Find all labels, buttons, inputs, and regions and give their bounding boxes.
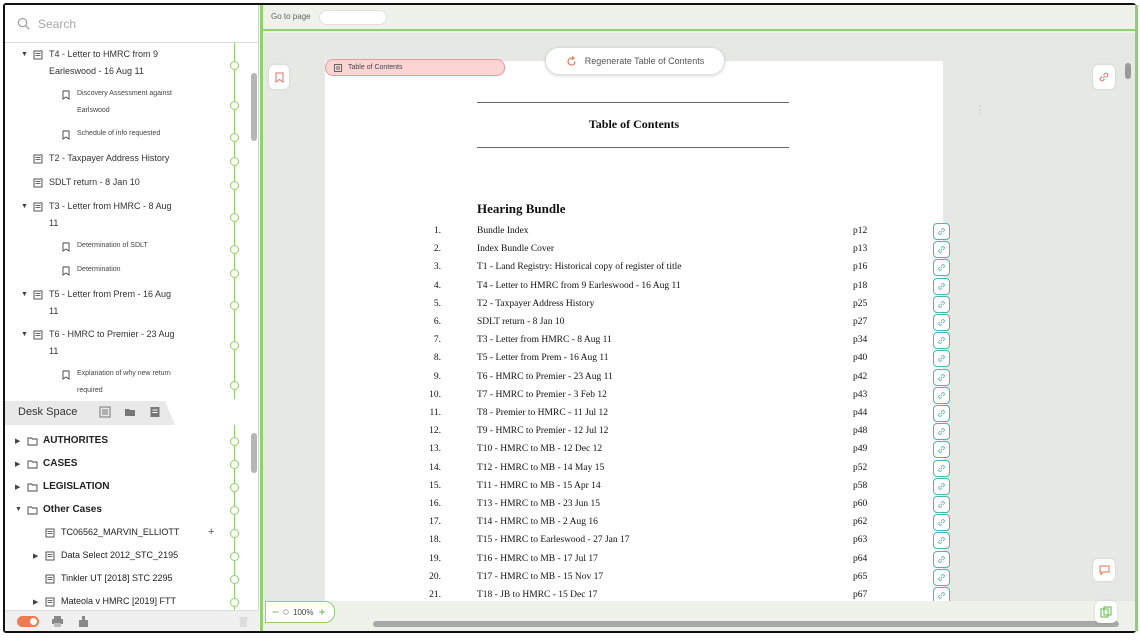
- toc-entry-link-button[interactable]: [933, 569, 950, 586]
- toc-entry-page: p27: [853, 317, 868, 327]
- toc-entry-page: p18: [853, 280, 868, 291]
- title-rule-bottom: [477, 147, 789, 148]
- toc-entry[interactable]: [325, 532, 943, 550]
- print-icon[interactable]: [51, 615, 64, 628]
- link-icon: [937, 300, 946, 309]
- toc-entry-number: 7.: [433, 335, 441, 346]
- toc-entry-title: T16 - HMRC to MB - 17 Jul 17: [477, 553, 598, 564]
- document-icon: [33, 154, 43, 164]
- expand-caret-icon[interactable]: ▼: [21, 331, 28, 338]
- tree-node-dot: [230, 341, 239, 350]
- toc-entry-page: p12: [853, 226, 868, 236]
- search-input[interactable]: Search: [38, 16, 77, 31]
- comment-button[interactable]: [1093, 559, 1115, 581]
- expand-caret-icon[interactable]: ▼: [21, 291, 28, 298]
- toc-entry-number: 17.: [429, 517, 441, 528]
- split-view-button[interactable]: [1095, 601, 1117, 623]
- document-title: Table of Contents: [588, 117, 680, 131]
- toc-entry-number: 18.: [429, 535, 441, 546]
- toggle-switch[interactable]: [17, 616, 39, 627]
- toc-tab[interactable]: [325, 59, 505, 76]
- toc-entry-number: 11.: [429, 408, 441, 418]
- link-icon: [937, 409, 946, 418]
- tree-node-dot: [230, 381, 239, 390]
- expand-caret-icon[interactable]: ▼: [21, 51, 28, 58]
- toc-entry-title: T11 - HMRC to MB - 15 Apr 14: [477, 480, 601, 491]
- toc-entry[interactable]: [325, 332, 943, 350]
- toc-entry-number: 16.: [429, 499, 441, 509]
- toc-entry-number: 5.: [433, 298, 441, 309]
- folder-node-dot: [230, 575, 239, 584]
- toc-entry-link-button[interactable]: [933, 259, 950, 276]
- folder-icon: [27, 436, 38, 446]
- bookmark-icon: [275, 72, 284, 83]
- link-icon: [937, 427, 946, 436]
- goto-page-label: Go to page: [271, 12, 311, 21]
- folder-document-label: Mateola v HMRC [2019] FTT: [61, 596, 177, 606]
- tree-document-item[interactable]: [5, 149, 245, 173]
- toc-entry-link-button[interactable]: [933, 405, 950, 422]
- toc-entry-link-button[interactable]: [933, 441, 950, 458]
- folder-node-dot: [230, 552, 239, 561]
- bookmark-icon: [61, 90, 71, 100]
- folder-icon: [27, 459, 38, 469]
- toc-entry-page: p25: [853, 298, 868, 309]
- section-heading: Hearing Bundle: [477, 201, 566, 216]
- toc-entry-link-button[interactable]: [933, 314, 950, 331]
- tree-item-label: Discovery Assessment against: [77, 90, 172, 97]
- toc-entry-page: p60: [853, 499, 868, 509]
- link-icon: [937, 354, 946, 363]
- tree-node-dot: [230, 301, 239, 310]
- toc-entry[interactable]: [325, 441, 943, 459]
- bookmark-icon: [61, 242, 71, 252]
- toc-entry-page: p48: [853, 426, 868, 437]
- folder-document-item[interactable]: [5, 523, 245, 545]
- toc-entry-title: Index Bundle Cover: [477, 244, 555, 255]
- toc-entry-number: 4.: [433, 280, 441, 291]
- toc-tab-label: Table of Contents: [348, 64, 403, 71]
- regenerate-toc-button[interactable]: [545, 47, 725, 75]
- toc-entry-title: T8 - Premier to HMRC - 11 Jul 12: [477, 408, 609, 418]
- tree-item-label: Determination: [77, 266, 121, 273]
- toc-entry-title: T6 - HMRC to Premier - 23 Aug 11: [477, 371, 613, 382]
- folder-label: CASES: [43, 458, 78, 469]
- toc-entry-title: T1 - Land Registry: Historical copy of register of title: [477, 262, 682, 273]
- link-icon: [937, 318, 946, 327]
- document-icon: [33, 50, 43, 60]
- toc-entry-number: 14.: [429, 462, 441, 473]
- toc-entry-link-button[interactable]: [933, 460, 950, 477]
- folder-item[interactable]: [5, 431, 245, 453]
- vertical-scrollbar[interactable]: [1125, 63, 1131, 79]
- toc-entry-link-button[interactable]: [933, 514, 950, 531]
- tree-bookmark-item[interactable]: [5, 125, 245, 149]
- toc-entry-link-button[interactable]: [933, 551, 950, 568]
- tree-bookmark-item[interactable]: [5, 365, 245, 405]
- document-icon: [33, 202, 43, 212]
- toc-entry[interactable]: [325, 369, 943, 387]
- tree-bookmark-item[interactable]: [5, 237, 245, 261]
- toc-entry-number: 9.: [433, 371, 441, 382]
- toc-entry-page: p67: [853, 590, 868, 600]
- folder-node-dot: [230, 529, 239, 538]
- sidebar: [5, 5, 259, 631]
- tree-item-label-line2: 11: [49, 346, 59, 356]
- toc-entry[interactable]: [325, 314, 943, 332]
- toc-entry[interactable]: [325, 496, 943, 514]
- toc-entry-title: SDLT return - 8 Jan 10: [477, 317, 565, 327]
- tree-node-dot: [230, 157, 239, 166]
- toc-entry-page: p43: [853, 389, 868, 400]
- toc-entry[interactable]: [325, 296, 943, 314]
- zoom-out-button[interactable]: −: [272, 605, 280, 619]
- tree-item-label-line2: 11: [49, 218, 59, 228]
- notes-icon[interactable]: [149, 406, 161, 418]
- comment-icon: [1099, 565, 1110, 576]
- toc-entry-title: T4 - Letter to HMRC from 9 Earleswood - 16 Aug 11: [477, 280, 681, 291]
- search-box[interactable]: [5, 5, 259, 43]
- toc-entry[interactable]: [325, 387, 943, 405]
- link-icon: [937, 536, 946, 545]
- toc-entry-link-button[interactable]: [933, 532, 950, 549]
- folder-tree: [5, 425, 259, 610]
- toc-entry[interactable]: [325, 259, 943, 277]
- tree-node-dot: [230, 269, 239, 278]
- caret-right-icon[interactable]: ▶: [33, 599, 39, 606]
- toc-entry-link-button[interactable]: [933, 350, 950, 367]
- toc-entry[interactable]: [325, 478, 943, 496]
- zoom-control: [265, 601, 335, 623]
- folder-node-dot: [230, 460, 239, 469]
- link-icon: [937, 591, 946, 600]
- toc-entry-title: T2 - Taxpayer Address History: [477, 298, 595, 309]
- folder-label: LEGISLATION: [43, 481, 110, 492]
- document-icon: [33, 178, 43, 188]
- toc-entry[interactable]: [325, 460, 943, 478]
- tree-item-label: T4 - Letter to HMRC from 9: [49, 49, 159, 59]
- toc-entry-title: T3 - Letter from HMRC - 8 Aug 11: [477, 335, 612, 346]
- folder-icon: [27, 482, 38, 492]
- toc-entry-page: p49: [853, 444, 868, 455]
- app-window: [3, 3, 1136, 633]
- search-icon: [17, 17, 30, 30]
- tree-item-label: T5 - Letter from Prem - 16 Aug: [49, 289, 172, 299]
- toc-entry-number: 15.: [429, 480, 441, 491]
- tree-item-label: T2 - Taxpayer Address History: [49, 153, 170, 163]
- tree-node-dot: [230, 245, 239, 254]
- toc-entry-link-button[interactable]: [933, 278, 950, 295]
- tree-node-dot: [230, 133, 239, 142]
- tree-document-item[interactable]: [5, 173, 245, 197]
- folder-node-dot: [230, 437, 239, 446]
- toc-entry-number: 20.: [429, 571, 441, 582]
- toc-entry-number: 10.: [429, 389, 441, 400]
- folder-node-dot: [230, 598, 239, 607]
- toc-entry-page: p13: [853, 244, 868, 255]
- toc-entry[interactable]: [325, 551, 943, 569]
- desk-space-bar: [5, 401, 259, 425]
- toc-entry-title: T7 - HMRC to Premier - 3 Feb 12: [477, 389, 607, 400]
- toc-entry-page: p52: [853, 462, 868, 473]
- tree-item-label: T6 - HMRC to Premier - 23 Aug: [49, 329, 175, 339]
- toc-entry-page: p58: [853, 480, 868, 491]
- toc-entry-title: T13 - HMRC to MB - 23 Jun 15: [477, 499, 600, 509]
- folder-icon: [27, 505, 38, 515]
- goto-page-input[interactable]: [319, 10, 387, 25]
- toc-entry-page: p44: [853, 408, 868, 418]
- toc-entry-title: T10 - HMRC to MB - 12 Dec 12: [477, 444, 603, 455]
- link-icon: [937, 445, 946, 454]
- toc-entry-number: 3.: [433, 262, 441, 273]
- toc-entry-link-button[interactable]: [933, 223, 950, 240]
- toc-entry-number: 19.: [429, 553, 441, 564]
- split-view-icon: [1100, 606, 1112, 618]
- toc-entry-number: 1.: [433, 226, 441, 236]
- page-canvas: [263, 33, 1135, 601]
- toc-entry-link-button[interactable]: [933, 369, 950, 386]
- toc-entry-number: 2.: [433, 244, 441, 255]
- folder-item[interactable]: [5, 454, 245, 476]
- toc-entry-link-button[interactable]: [933, 478, 950, 495]
- tree-bookmark-item[interactable]: [5, 85, 245, 125]
- toc-entry-title: T18 - JB to HMRC - 15 Dec 17: [477, 590, 598, 600]
- link-icon: [1098, 71, 1110, 83]
- link-icon: [937, 227, 946, 236]
- document-tree: [5, 43, 259, 399]
- desk-space-label: Desk Space: [18, 406, 78, 418]
- link-icon: [937, 555, 946, 564]
- folder-label: Other Cases: [43, 504, 102, 515]
- toc-entry-number: 8.: [433, 353, 441, 364]
- export-icon[interactable]: [77, 615, 90, 628]
- toc-entry-page: p65: [853, 571, 868, 582]
- tree-document-item[interactable]: [5, 325, 245, 365]
- tree-node-dot: [230, 61, 239, 70]
- tree-item-label: Explanation of why new return: [77, 370, 171, 377]
- add-button[interactable]: +: [208, 526, 215, 538]
- link-icon: [937, 500, 946, 509]
- document-icon: [33, 290, 43, 300]
- document-icon: [45, 528, 55, 538]
- zoom-level: 100%: [293, 607, 314, 617]
- bookmark-icon: [61, 370, 71, 380]
- more-options-icon[interactable]: ⋮: [975, 105, 985, 116]
- folder-document-item[interactable]: [5, 546, 245, 568]
- bookmark-icon: [61, 130, 71, 140]
- link-icon: [937, 263, 946, 272]
- toc-entry-number: 21.: [429, 590, 441, 600]
- toc-entry-number: 12.: [429, 426, 441, 437]
- toc-entry-page: p64: [853, 553, 868, 564]
- tree-node-dot: [230, 213, 239, 222]
- toc-entry[interactable]: [325, 514, 943, 532]
- tree-document-item[interactable]: [5, 197, 245, 237]
- title-rule-top: [477, 102, 789, 103]
- link-icon: [937, 336, 946, 345]
- link-button[interactable]: [1093, 65, 1115, 89]
- toc-entry[interactable]: [325, 350, 943, 368]
- toc-entry[interactable]: [325, 423, 943, 441]
- link-icon: [937, 573, 946, 582]
- document-icon: [45, 574, 55, 584]
- link-icon: [937, 245, 946, 254]
- sidebar-bottom-bar: [5, 610, 259, 631]
- folder-icon[interactable]: [124, 406, 136, 418]
- link-icon: [937, 518, 946, 527]
- caret-right-icon[interactable]: ▶: [15, 484, 21, 491]
- toc-entry[interactable]: [325, 223, 943, 241]
- toc-entry-title: Bundle Index: [477, 226, 529, 236]
- tree-item-label: Schedule of info requested: [77, 130, 161, 137]
- tree-node-dot: [230, 181, 239, 190]
- document-icon: [33, 330, 43, 340]
- add-bookmark-button[interactable]: [269, 65, 289, 89]
- toc-entry-page: p62: [853, 517, 868, 528]
- document-viewer: [260, 5, 1138, 631]
- zoom-in-button[interactable]: +: [318, 605, 326, 619]
- toc-entry-number: 6.: [433, 317, 441, 327]
- tree-item-label-line2: Earlswood: [77, 107, 110, 114]
- caret-down-icon[interactable]: ▼: [15, 506, 22, 513]
- document-page: [325, 61, 985, 621]
- tree-bookmark-item[interactable]: [5, 261, 245, 285]
- toc-icon: [334, 64, 342, 72]
- toc-entry-title: T15 - HMRC to Earleswood - 27 Jan 17: [477, 535, 630, 546]
- folder-node-dot: [230, 483, 239, 492]
- trash-icon[interactable]: [237, 615, 250, 628]
- folder-document-label: Data Select 2012_STC_2195: [61, 550, 179, 560]
- toc-entry-page: p40: [853, 353, 868, 364]
- horizontal-scrollbar[interactable]: [373, 621, 1119, 627]
- regenerate-toc-label: Regenerate Table of Contents: [584, 56, 705, 66]
- folder-scrollbar[interactable]: [251, 433, 257, 473]
- document-icon: [45, 597, 55, 607]
- tree-item-label-line2: Earleswood - 16 Aug 11: [49, 66, 144, 76]
- tree-item-label-line2: 11: [49, 306, 59, 316]
- toc-entry[interactable]: [325, 569, 943, 587]
- toc-entry-link-button[interactable]: [933, 241, 950, 258]
- tree-scrollbar[interactable]: [251, 73, 257, 141]
- caret-right-icon[interactable]: ▶: [33, 553, 39, 560]
- document-icon: [45, 551, 55, 561]
- link-icon: [937, 482, 946, 491]
- toc-entry-link-button[interactable]: [933, 496, 950, 513]
- folder-item[interactable]: [5, 477, 245, 499]
- folder-label: AUTHORITES: [43, 435, 108, 446]
- refresh-icon: [566, 56, 577, 67]
- toc-entry-link-button[interactable]: [933, 296, 950, 313]
- tree-document-item[interactable]: [5, 45, 245, 85]
- toc-entry[interactable]: [325, 405, 943, 423]
- tree-node-dot: [230, 101, 239, 110]
- toc-entry-link-button[interactable]: [933, 387, 950, 404]
- toc-entry-page: p16: [853, 262, 868, 273]
- tree-item-label: T3 - Letter from HMRC - 8 Aug: [49, 201, 172, 211]
- toc-entry[interactable]: [325, 278, 943, 296]
- toc-entry-title: T9 - HMRC to Premier - 12 Jul 12: [477, 426, 609, 437]
- toc-entry[interactable]: [325, 241, 943, 259]
- toc-entry-title: T17 - HMRC to MB - 15 Nov 17: [477, 571, 604, 582]
- toc-entry-title: T5 - Letter from Prem - 16 Aug 11: [477, 353, 609, 364]
- caret-right-icon[interactable]: ▶: [15, 438, 21, 445]
- toc-entry-page: p63: [853, 535, 868, 546]
- toc-entry-title: T12 - HMRC to MB - 14 May 15: [477, 462, 605, 473]
- folder-item[interactable]: [5, 500, 245, 522]
- zoom-icon: [283, 609, 290, 616]
- link-icon: [937, 373, 946, 382]
- folder-document-label: TC06562_MARVIN_ELLIOTT: [61, 527, 180, 537]
- toc-entry-page: p34: [853, 335, 868, 346]
- folder-node-dot: [230, 506, 239, 515]
- caret-right-icon[interactable]: ▶: [15, 461, 21, 468]
- expand-caret-icon[interactable]: ▼: [21, 203, 28, 210]
- toc-entry-number: 13.: [429, 444, 441, 455]
- link-icon: [937, 464, 946, 473]
- bookmark-icon: [61, 266, 71, 276]
- top-toolbar: [263, 5, 1135, 31]
- tree-document-item[interactable]: [5, 285, 245, 325]
- toc-entry-link-button[interactable]: [933, 423, 950, 440]
- link-icon: [937, 391, 946, 400]
- document-icon[interactable]: [99, 406, 111, 418]
- toc-entry-title: T14 - HMRC to MB - 2 Aug 16: [477, 517, 598, 528]
- tree-item-label-line2: required: [77, 387, 103, 394]
- folder-document-label: Tinkler UT [2018] STC 2295: [61, 573, 173, 583]
- folder-document-item[interactable]: [5, 569, 245, 591]
- toc-entry-link-button[interactable]: [933, 332, 950, 349]
- toc-entry-page: p42: [853, 371, 868, 382]
- tree-item-label: Determination of SDLT: [77, 242, 148, 249]
- link-icon: [937, 282, 946, 291]
- viewer-bottom-bar: [263, 601, 1135, 631]
- tree-item-label: SDLT return - 8 Jan 10: [49, 177, 140, 187]
